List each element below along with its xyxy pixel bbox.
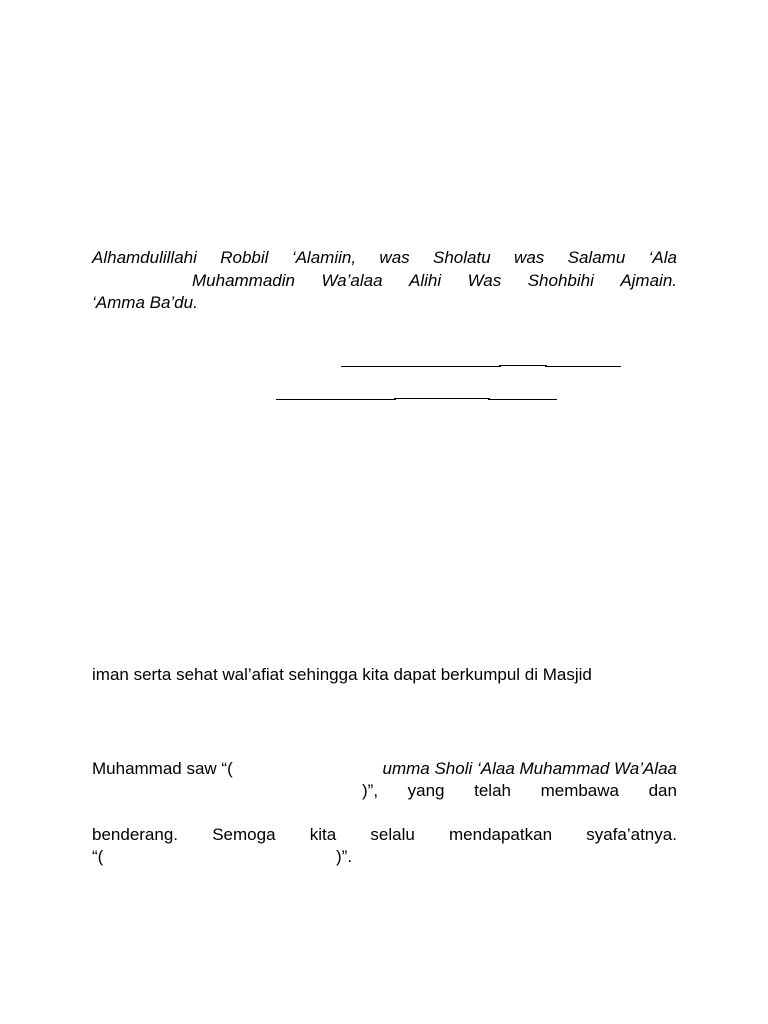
rule-1c — [545, 366, 621, 367]
word: )”, — [362, 781, 379, 800]
final-close-paren: )”. — [336, 847, 353, 866]
word: ‘Alamiin, — [291, 248, 357, 267]
word: was — [379, 248, 410, 267]
word: mendapatkan — [449, 825, 553, 844]
word: Shohbihi — [527, 271, 594, 290]
final-open-paren: “( — [92, 847, 104, 866]
word: telah — [474, 781, 511, 800]
word: ‘Ala — [648, 248, 677, 267]
word: kita — [309, 825, 337, 844]
word: benderang. — [92, 825, 179, 844]
word: Semoga — [212, 825, 276, 844]
rule-2c — [488, 399, 557, 400]
muhammad-line-right: umma Sholi ‘Alaa Muhammad Wa’Alaa — [382, 759, 677, 778]
opening-line-2 — [192, 271, 677, 291]
word: Was — [467, 271, 502, 290]
opening-line-1 — [92, 248, 677, 268]
rule-2a — [276, 399, 396, 400]
word: membawa — [540, 781, 619, 800]
word: Salamu — [567, 248, 626, 267]
opening-line-3: ‘Amma Ba’du. — [92, 293, 198, 312]
rule-2b — [394, 398, 490, 399]
word: dan — [648, 781, 677, 800]
word: was — [514, 248, 545, 267]
word: Wa’alaa — [321, 271, 383, 290]
word: selalu — [370, 825, 415, 844]
word: syafa’atnya. — [586, 825, 677, 844]
word: Robbil — [220, 248, 269, 267]
word: Ajmain. — [620, 271, 677, 290]
rule-1a — [341, 366, 501, 367]
word: Alhamdulillahi — [92, 248, 197, 267]
benderang-line — [92, 825, 677, 845]
word: Alihi — [409, 271, 442, 290]
rule-1b — [499, 365, 547, 366]
word: Sholatu — [433, 248, 491, 267]
word: yang — [407, 781, 445, 800]
yang-line — [362, 781, 677, 801]
word: Muhammadin — [192, 271, 295, 290]
muhammad-line-left: Muhammad saw “( — [92, 759, 233, 778]
iman-line: iman serta sehat wal’afiat sehingga kita dapat berkumpul di Masjid — [92, 665, 592, 684]
